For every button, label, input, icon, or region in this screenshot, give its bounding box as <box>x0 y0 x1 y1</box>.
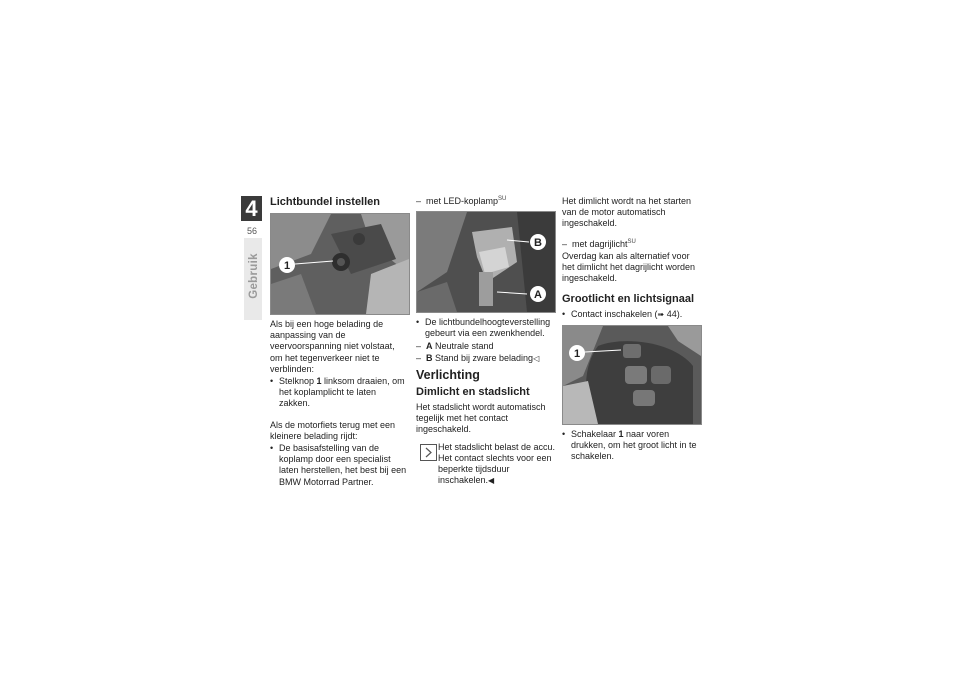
notice-box <box>416 442 556 487</box>
chapter-title: Gebruik <box>248 253 260 299</box>
page-number: 56 <box>246 226 257 236</box>
option-led: – met LED-koplamp$^{SU}$ <box>416 196 556 207</box>
option-dagrijlicht: – met dagrijlicht$^{SU}$ <box>562 239 700 250</box>
figure-switch <box>562 325 702 425</box>
contact-bullet: • Contact inschakelen (➠ 44). <box>562 309 700 320</box>
para-2: Als de motorfiets terug met een kleinere belading rijdt: <box>270 419 396 441</box>
step-2: • De basisafstelling van de koplamp door een specialist laten herstellen, het best bij een BMW Motorrad Partner. <box>270 443 408 488</box>
figure-lever <box>416 211 556 313</box>
item-a: – A Neutrale stand <box>416 341 556 352</box>
section-verlichting: Verlichting <box>416 368 480 383</box>
item-b: – B Stand bij zware belading◁ <box>416 353 556 364</box>
callout-b: B <box>534 237 542 250</box>
chapter-number: 4 <box>245 196 258 221</box>
stadslicht-para: Het stadslicht wordt automatisch tegelijk met het contact ingeschakeld. <box>416 402 546 435</box>
figure-lever-drawing <box>417 212 555 312</box>
intro-text: Als bij een hoge belading de aanpassing van de veervoorspanning niet volstaat, om het tegenverkeer niet te verblinden: <box>270 319 395 374</box>
heading-grootlicht: Grootlicht en lichtsignaal <box>562 293 695 306</box>
column-3 <box>562 196 700 463</box>
notice-icon <box>420 444 437 461</box>
figure-switch-drawing <box>563 326 701 424</box>
callout-1: 1 <box>283 260 291 272</box>
end-mark-solid: ◀ <box>488 476 495 486</box>
subheading-dimlicht: Dimlicht en stadslicht <box>416 386 530 399</box>
dimlicht-para: Het dimlicht wordt na het starten van de motor automatisch ingeschakeld. <box>562 196 692 229</box>
dagrijlicht-para: Overdag kan als alternatief voor het dimlicht het dagrijlicht worden ingeschakeld. <box>562 250 696 284</box>
figure-headlight-knob-drawing <box>271 214 409 314</box>
callout-a: A <box>534 289 542 302</box>
callout-1-switch: 1 <box>573 347 581 360</box>
figure-headlight-knob <box>270 213 410 315</box>
step-1: • Stelknop 1 linksom draaien, om het koplamplicht te laten zakken. <box>270 376 408 410</box>
switch-bullet: • Schakelaar 1 naar voren drukken, om het groot licht in te schakelen. <box>562 429 700 463</box>
end-mark-open: ◁ <box>533 353 540 363</box>
notice-text: Het stadslicht belast de accu. Het contact slechts voor een beperkte tijdsduur inschakelen. <box>438 441 556 486</box>
column-1 <box>270 196 408 489</box>
lever-bullet: • De lichtbundelhoogteverstelling gebeurt via een zwenkhendel. <box>416 317 556 339</box>
arrow-icon: ➠ <box>657 310 665 320</box>
column-2 <box>416 196 556 486</box>
heading-lichtbundel: Lichtbundel instellen <box>270 196 381 208</box>
